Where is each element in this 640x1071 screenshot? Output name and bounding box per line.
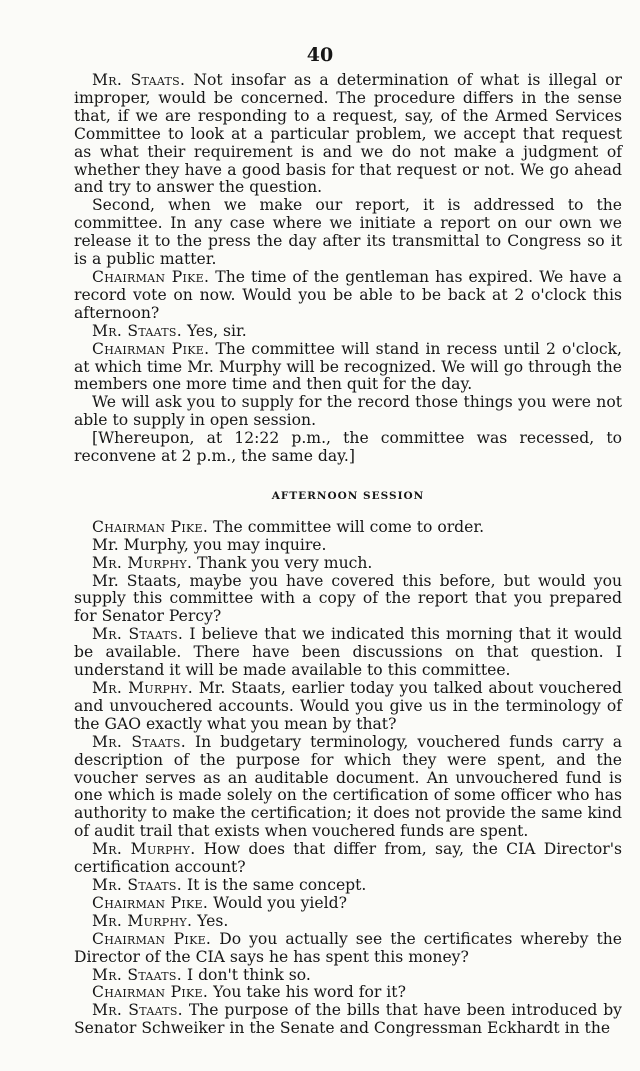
paragraph (74, 680, 622, 734)
speaker-name: Mr. Murphy. (92, 911, 193, 930)
transcript-body (74, 72, 622, 1038)
paragraph (74, 841, 622, 877)
speaker-name: Mr. Staats. (92, 71, 186, 89)
paragraph (74, 734, 622, 841)
section-heading: AFTERNOON SESSION (271, 489, 425, 502)
paragraph (74, 323, 622, 341)
speaker-name: Mr. Staats. (92, 732, 187, 751)
paragraph (74, 72, 622, 197)
paragraph (74, 197, 622, 269)
paragraph-text: Thank you very much. (192, 553, 373, 572)
paragraph-text: The committee will come to order. (208, 517, 485, 536)
paragraph-text: We will ask you to supply for the record those things you were not able to supply in open session. (74, 393, 622, 430)
speaker-name: Chairman Pike. (92, 267, 210, 286)
paragraph-text: [Whereupon, at 12:22 p.m., the committee was recessed, to reconvene at 2 p.m., the same day.] (74, 429, 622, 466)
paragraph-text: Would you yield? (208, 893, 347, 912)
paragraph (74, 341, 622, 395)
speaker-name: Chairman Pike. (92, 893, 209, 912)
paragraph-text: How does that differ from, say, the CIA Director's certification account? (74, 840, 622, 877)
paragraph-text: The committee will stand in recess until 2 o'clock, at which time Mr. Murphy will be recognized. We will go through the members one more time and then quit for the day. (74, 339, 622, 394)
speaker-name: Mr. Staats. (92, 965, 182, 984)
paragraph (74, 430, 622, 466)
paragraph (74, 984, 622, 1002)
speaker-name: Chairman Pike. (92, 983, 209, 1002)
paragraph (74, 555, 622, 573)
speaker-name: Chairman Pike. (92, 929, 212, 948)
page-number: 40 (306, 44, 334, 66)
paragraph (74, 573, 622, 627)
paragraph-text: Mr. Staats, earlier today you talked about vouchered and unvouchered accounts. Would you give us in the terminology of the GAO exactly what you mean by that? (74, 679, 622, 733)
paragraph-text: Do you actually see the certificates whereby the Director of the CIA says he has spent this money? (74, 929, 622, 966)
paragraph (74, 895, 622, 913)
paragraph-text: Not insofar as a determination of what is illegal or improper, would be concerned. The procedure differs in the sense that, if we are responding to a request, say, of the Armed Services Committee to look at a particular problem, we accept that request as what their requirement is and we do not make a judgment of whether they have a good basis for that request or not. We go ahead and try to answer the question. (74, 71, 622, 197)
paragraph (74, 1002, 622, 1038)
paragraph (74, 394, 622, 430)
paragraph-text: Second, when we make our report, it is addressed to the committee. In any case where we initiate a report on our own we release it to the press the day after its transmittal to Congress so it is a public matter. (74, 196, 622, 269)
paragraph (74, 269, 622, 323)
paragraph-text: Yes, sir. (182, 321, 247, 340)
paragraph-text: Mr. Murphy, you may inquire. (92, 535, 327, 554)
speaker-name: Chairman Pike. (92, 339, 210, 358)
paragraph-text: I believe that we indicated this morning that it would be available. There have been discussions on that question. I understand it will be made available to this committee. (74, 625, 622, 680)
paragraph-text: Mr. Staats, maybe you have covered this before, but would you supply this committee with a copy of the report that you prepared for Senator Percy? (74, 571, 622, 626)
paragraph-text: It is the same concept. (182, 875, 367, 894)
speaker-name: Mr. Staats. (92, 625, 184, 644)
paragraph-text: You take his word for it? (208, 983, 406, 1002)
paragraph (74, 967, 622, 985)
paragraph-text: The purpose of the bills that have been introduced by Senator Schweiker in the Senate and Congressman Eckhardt in the (74, 1001, 622, 1038)
speaker-name: Mr. Murphy. (92, 553, 193, 572)
paragraph-text: Yes. (192, 911, 229, 930)
speaker-name: Mr. Murphy. (92, 679, 193, 697)
speaker-name: Chairman Pike. (92, 517, 209, 536)
speaker-name: Mr. Staats. (92, 1001, 183, 1020)
paragraph (74, 519, 622, 537)
speaker-name: Mr. Murphy. (92, 840, 196, 859)
paragraph (74, 626, 622, 680)
speaker-name: Mr. Staats. (92, 875, 182, 894)
paragraph-text: In budgetary terminology, vouchered funds carry a description of the purpose for which they were spent, and the voucher serves as an auditable document. An unvouchered fund is one which is made solely on the certification of some officer who has authority to make the certification; it does not provide the same kind of audit trail that exists when vouchered funds are spent. (74, 732, 623, 841)
paragraph-text: The time of the gentleman has expired. We have a record vote on now. Would you be able to be back at 2 o'clock this afternoon? (74, 267, 622, 322)
speaker-name: Mr. Staats. (92, 321, 182, 340)
paragraph (74, 537, 622, 555)
paragraph (74, 913, 622, 931)
paragraph-text: I don't think so. (182, 965, 311, 984)
paragraph (74, 877, 622, 895)
paragraph (74, 931, 622, 967)
